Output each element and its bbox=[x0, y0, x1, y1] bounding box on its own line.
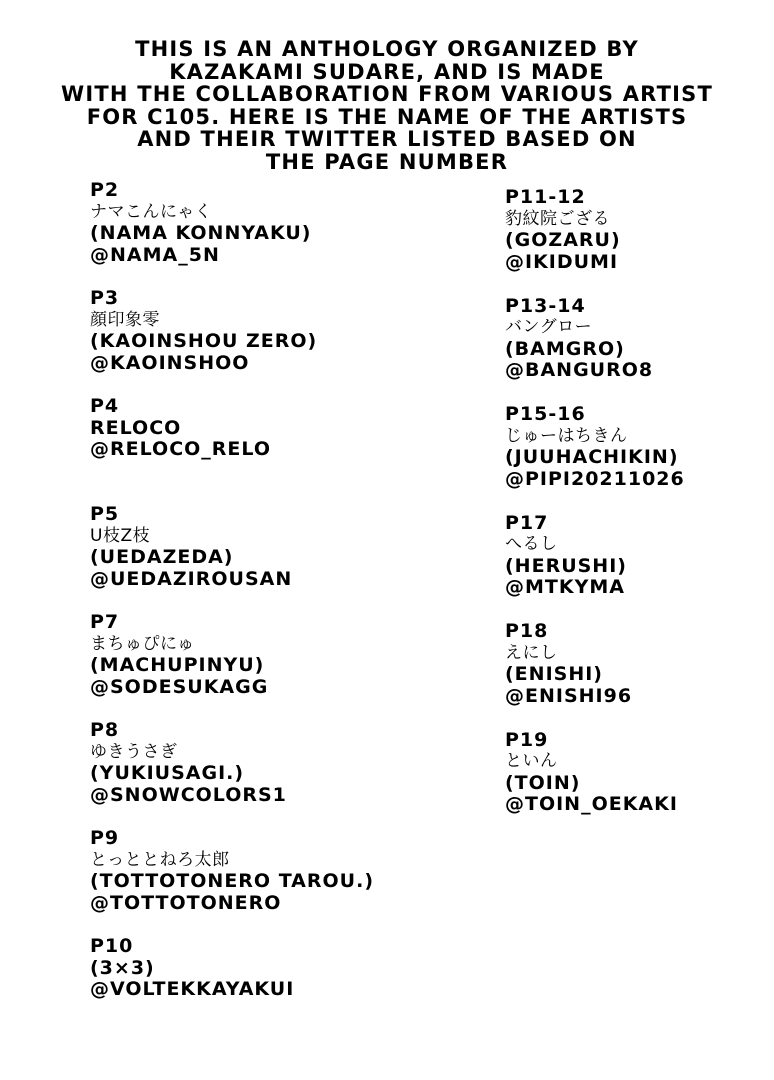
twitter-handle: @SNOWCOLORS1 bbox=[90, 783, 287, 806]
page-number: P17 bbox=[505, 511, 549, 534]
artist-entry bbox=[90, 396, 450, 504]
artist-entry bbox=[90, 288, 450, 396]
artist-name-romaji: (BAMGRO) bbox=[505, 337, 625, 360]
artist-entry bbox=[505, 730, 765, 839]
artist-entry bbox=[90, 612, 450, 720]
artist-name-japanese: えにし bbox=[505, 642, 558, 663]
page-number: P7 bbox=[90, 611, 120, 633]
artist-name-romaji: (NAMA KONNYAKU) bbox=[90, 222, 312, 244]
page-number: P2 bbox=[90, 179, 120, 201]
artist-name-romaji: (JUUHACHIKIN) bbox=[505, 446, 679, 468]
intro-line: WITH THE COLLABORATION FROM VARIOUS ARTIST bbox=[61, 82, 713, 106]
page-number: P4 bbox=[90, 395, 120, 417]
artist-name-japanese: といん bbox=[505, 751, 558, 771]
page-number: P11-12 bbox=[505, 186, 586, 208]
twitter-handle: @BANGURO8 bbox=[505, 359, 654, 381]
artist-entry bbox=[90, 828, 450, 936]
twitter-handle: @PIPI20211026 bbox=[505, 467, 685, 490]
artist-list-left bbox=[90, 180, 450, 1044]
artist-entry bbox=[90, 504, 450, 612]
intro-text bbox=[40, 38, 734, 173]
page-number: P5 bbox=[90, 503, 120, 525]
artist-name-romaji: (YUKIUSAGI.) bbox=[90, 762, 245, 784]
artist-entry bbox=[505, 296, 765, 405]
twitter-handle: @KAOINSHOO bbox=[90, 351, 250, 374]
twitter-handle: @NAMA_5N bbox=[90, 243, 220, 266]
twitter-handle: @TOTTOTONERO bbox=[90, 891, 282, 914]
page-number: P3 bbox=[90, 287, 120, 309]
artist-name-romaji: (ENISHI) bbox=[505, 663, 603, 685]
artist-name-romaji: RELOCO bbox=[90, 416, 182, 439]
twitter-handle: @IKIDUMI bbox=[505, 250, 619, 273]
page-number: P13-14 bbox=[505, 294, 586, 317]
artist-entry bbox=[90, 180, 450, 288]
artist-entry bbox=[505, 404, 765, 513]
artist-entry bbox=[505, 513, 765, 622]
artist-name-romaji: (HERUSHI) bbox=[505, 554, 627, 577]
artist-name-japanese: 豹紋院ござる bbox=[505, 208, 610, 229]
artist-name-romaji: (GOZARU) bbox=[505, 229, 621, 251]
page-number: P19 bbox=[505, 728, 549, 751]
artist-name-japanese: へるし bbox=[505, 534, 558, 554]
page-number: P9 bbox=[90, 827, 120, 849]
artist-name-japanese: とっととねろ太郎 bbox=[90, 849, 230, 870]
artist-name-japanese: まちゅぴにゅ bbox=[90, 633, 195, 654]
artist-name-japanese: ゆきうさぎ bbox=[90, 741, 178, 762]
intro-line: KAZAKAMI SUDARE, AND IS MADE bbox=[169, 59, 605, 84]
artist-name-romaji: (UEDAZEDA) bbox=[90, 546, 234, 568]
intro-line: THIS IS AN ANTHOLOGY ORGANIZED BY bbox=[135, 37, 639, 61]
twitter-handle: @TOIN_OEKAKI bbox=[505, 793, 678, 815]
twitter-handle: @ENISHI96 bbox=[505, 684, 633, 707]
page-number: P10 bbox=[90, 935, 134, 957]
page-number: P18 bbox=[505, 620, 549, 642]
twitter-handle: @VOLTEKKAYAKUI bbox=[90, 978, 295, 1000]
artist-entry bbox=[505, 187, 765, 296]
page-number: P8 bbox=[90, 719, 120, 741]
intro-line: FOR C105. HERE IS THE NAME OF THE ARTISTS bbox=[86, 104, 688, 129]
artist-entry bbox=[505, 621, 765, 730]
artist-name-japanese: じゅーはちきん bbox=[505, 425, 628, 446]
twitter-handle: @RELOCO_RELO bbox=[90, 438, 271, 460]
intro-line: AND THEIR TWITTER LISTED BASED ON bbox=[137, 127, 637, 151]
artist-name-romaji: (MACHUPINYU) bbox=[90, 654, 265, 676]
twitter-handle: @MTKYMA bbox=[505, 576, 625, 598]
artist-name-japanese: 顔印象零 bbox=[90, 309, 160, 330]
artist-name-japanese: バングロー bbox=[505, 317, 593, 337]
artist-name-romaji: (TOTTOTONERO TAROU.) bbox=[90, 870, 374, 892]
artist-name-japanese: ナマこんにゃく bbox=[90, 201, 213, 222]
twitter-handle: @SODESUKAGG bbox=[90, 675, 269, 698]
artist-name-romaji: (TOIN) bbox=[505, 771, 581, 794]
artist-entry bbox=[90, 720, 450, 828]
artist-list-right bbox=[505, 187, 765, 838]
artist-name-japanese: U枝Z枝 bbox=[90, 525, 151, 546]
page-number: P15-16 bbox=[505, 403, 586, 425]
twitter-handle: @UEDAZIROUSAN bbox=[90, 567, 293, 590]
artist-entry bbox=[90, 936, 450, 1044]
intro-line: THE PAGE NUMBER bbox=[265, 149, 509, 174]
artist-name-romaji: (KAOINSHOU ZERO) bbox=[90, 330, 318, 352]
artist-name-romaji: (3×3) bbox=[90, 956, 155, 979]
